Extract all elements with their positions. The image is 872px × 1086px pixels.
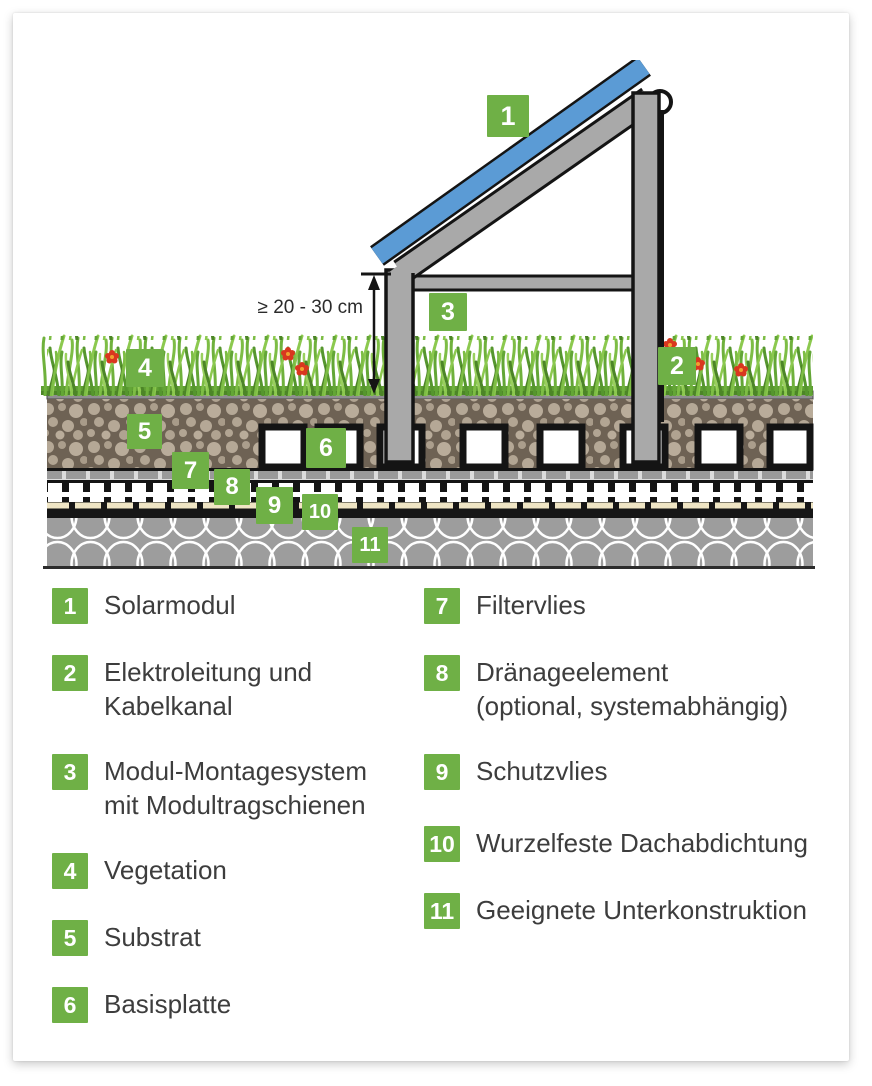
filter-fleece-layer <box>47 471 813 480</box>
legend-badge: 10 <box>424 826 460 862</box>
content-card <box>13 13 849 1061</box>
diagram-badge-5: 5 <box>127 414 162 449</box>
legend-right-column <box>424 588 834 960</box>
legend-item-solarmodul <box>52 588 402 624</box>
protection-fleece-layer <box>47 502 813 513</box>
legend-badge: 5 <box>52 920 88 956</box>
diagram-badge-2: 2 <box>658 347 696 385</box>
legend-item-substrat <box>52 920 402 956</box>
legend-item-vegetation <box>52 853 402 889</box>
diagram-badge-10: 10 <box>302 494 338 530</box>
legend-item-basisplatte <box>52 987 402 1023</box>
legend-item-unterkonstruktion <box>424 893 834 929</box>
substructure-layer <box>47 518 813 566</box>
legend-badge: 6 <box>52 987 88 1023</box>
legend-badge: 4 <box>52 853 88 889</box>
legend-badge: 11 <box>424 893 460 929</box>
diagram-badge-9: 9 <box>256 487 293 524</box>
legend-badge: 1 <box>52 588 88 624</box>
legend-badge: 2 <box>52 655 88 691</box>
legend-text-line: Kabelkanal <box>104 691 233 721</box>
substructure-bottom-line <box>43 566 815 569</box>
legend-badge: 3 <box>52 754 88 790</box>
diagram-badge-7: 7 <box>172 452 209 489</box>
legend-left-column <box>52 588 402 1054</box>
legend-text-line: Basisplatte <box>104 989 232 1019</box>
legend-text-line: Filtervlies <box>476 590 586 620</box>
roof-membrane-layer <box>47 513 813 518</box>
diagram-badge-6: 6 <box>306 428 346 468</box>
legend-item-schutzvlies <box>424 754 834 790</box>
legend-text-line: (optional, systemabhängig) <box>476 691 789 721</box>
legend-item-draenageelement <box>424 655 834 723</box>
diagram-badge-3: 3 <box>429 293 467 331</box>
legend-item-filtervlies <box>424 588 834 624</box>
legend-text-line: Dränageelement <box>476 657 669 687</box>
legend-badge: 9 <box>424 754 460 790</box>
legend-text-line: Geeignete Unterkonstruktion <box>476 895 807 925</box>
legend-text-line: Wurzelfeste Dachabdichtung <box>476 828 808 858</box>
diagram-badge-8: 8 <box>214 469 250 505</box>
legend-text-line: mit Modultragschienen <box>104 790 366 820</box>
drainage-layer <box>47 483 813 502</box>
diagram-badge-4: 4 <box>126 349 164 387</box>
legend-item-elektroleitung <box>52 655 402 723</box>
legend-text-line: Solarmodul <box>104 590 236 620</box>
measurement-label: ≥ 20 - 30 cm <box>257 297 363 318</box>
diagram-badge-1: 1 <box>487 95 529 137</box>
legend-text-line: Elektroleitung und <box>104 657 313 687</box>
legend-text-line: Schutzvlies <box>476 756 608 786</box>
diagram-badge-11: 11 <box>352 527 388 563</box>
legend-item-montagesystem <box>52 754 402 822</box>
legend-badge: 7 <box>424 588 460 624</box>
legend-badge: 8 <box>424 655 460 691</box>
legend-text-line: Vegetation <box>104 855 227 885</box>
legend-text-line: Modul-Montagesystem <box>104 756 367 786</box>
legend-text-line: Substrat <box>104 922 201 952</box>
legend-item-dachabdichtung <box>424 826 834 862</box>
frame-crossbar <box>409 276 637 290</box>
drainage-top-bar <box>47 480 813 483</box>
